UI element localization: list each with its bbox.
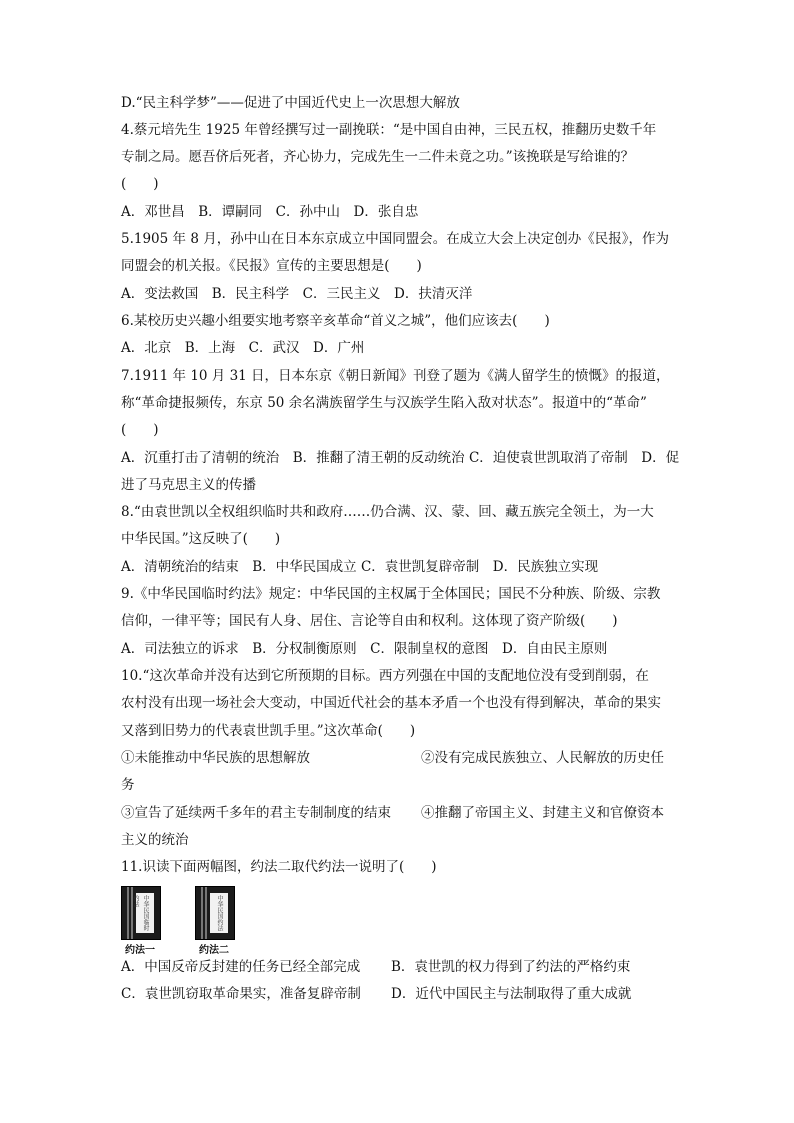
q5-stem-line1: 5.1905 年 8 月，孙中山在日本东京成立中国同盟会。在成立大会上决定创办《民报》，作为	[121, 231, 669, 247]
q6-options: A．北京 B．上海 C．武汉 D．广州	[121, 340, 365, 356]
q6-stem: 6.某校历史兴趣小组要实地考察辛亥革命“首义之城”，他们应该去( )	[121, 313, 550, 329]
q5-stem-line2: 同盟会的机关报。《民报》宣传的主要思想是( )	[121, 258, 422, 274]
q5-options: A．变法救国 B．民主科学 C．三民主义 D．扶清灭洋	[121, 286, 473, 302]
q10-stem-line1: 10.“这次革命并没有达到它所预期的目标。西方列强在中国的支配地位没有受到削弱，在	[121, 668, 649, 684]
q8-options: A．清朝统治的结束 B．中华民国成立 C．袁世凯复辟帝制 D．民族独立实现	[121, 559, 599, 575]
q10-stem-line3: 又落到旧势力的代表袁世凯手里。”这次革命( )	[121, 723, 416, 739]
q4-stem-line1: 4.蔡元培先生 1925 年曾经撰写过一副挽联：“是中国自由神，三民五权，推翻历史数千年	[121, 122, 657, 138]
book-2-caption: 约法二	[199, 945, 229, 956]
q4-options: A．邓世昌 B．谭嗣同 C．孙中山 D．张自忠	[121, 204, 419, 220]
book-1-title: 中华民国临时约法	[132, 895, 149, 931]
q4-stem-line2: 专制之局。愿吾侪后死者，齐心协力，完成先生一二件未竟之功。”该挽联是写给谁的？	[121, 149, 635, 165]
q11-option-c: C．袁世凯窃取革命果实，准备复辟帝制	[121, 986, 361, 1002]
q7-answer-blank: ( )	[121, 422, 159, 438]
constitution-figure	[121, 886, 261, 956]
q11-option-b: B．袁世凯的权力得到了约法的严格约束	[391, 959, 631, 975]
q8-stem-line2: 中华民国。”这反映了( )	[121, 531, 281, 547]
q9-stem-line1: 9.《中华民国临时约法》规定：中华民国的主权属于全体国民；国民不分种族、阶级、宗教	[121, 586, 661, 602]
q9-stem-line2: 信仰，一律平等；国民有人身、居住、言论等自由和权利。这体现了资产阶级( )	[121, 613, 618, 629]
q7-options-line1: A．沉重打击了清朝的统治 B．推翻了清王朝的反动统治 C．迫使袁世凯取消了帝制 D．促	[121, 450, 680, 466]
q10-item-2-cont: 务	[121, 777, 135, 793]
book-1-caption: 约法一	[125, 945, 155, 956]
q4-answer-blank: ( )	[121, 176, 159, 192]
constitution-book-1	[121, 886, 161, 940]
book-2-title: 中华民国约法	[216, 895, 223, 931]
q10-item-4: ④推翻了帝国主义、封建主义和官僚资本	[421, 805, 664, 821]
q11-stem: 11.识读下面两幅图，约法二取代约法一说明了( )	[121, 859, 437, 875]
q9-options: A．司法独立的诉求 B．分权制衡原则 C．限制皇权的意图 D．自由民主原则	[121, 641, 608, 657]
q3-option-d: D.“民主科学梦”——促进了中国近代史上一次思想大解放	[121, 95, 460, 111]
constitution-book-2	[195, 886, 235, 940]
q10-item-3: ③宣告了延续两千多年的君主专制制度的结束	[121, 805, 391, 821]
q8-stem-line1: 8.“由袁世凯以全权组织临时共和政府……仍合满、汉、蒙、回、藏五族完全领土，为一大	[121, 504, 654, 520]
q10-item-2: ②没有完成民族独立、人民解放的历史任	[421, 750, 664, 766]
q10-item-1: ①未能推动中华民族的思想解放	[121, 750, 310, 766]
q10-item-4-cont: 主义的统治	[121, 832, 189, 848]
q11-option-a: A．中国反帝反封建的任务已经全部完成	[121, 959, 361, 975]
q7-stem-line1: 7.1911 年 10 月 31 日，日本东京《朝日新闻》刊登了题为《满人留学生的愤慨》的报道，	[121, 368, 670, 384]
q7-stem-line2: 称“革命捷报频传，东京 50 余名满族留学生与汉族学生陷入敌对状态”。报道中的“革命”	[121, 395, 647, 411]
q7-options-line2: 进了马克思主义的传播	[121, 477, 256, 493]
q10-stem-line2: 农村没有出现一场社会大变动，中国近代社会的基本矛盾一个也没有得到解决，革命的果实	[121, 695, 661, 711]
q11-option-d: D．近代中国民主与法制取得了重大成就	[391, 986, 632, 1002]
